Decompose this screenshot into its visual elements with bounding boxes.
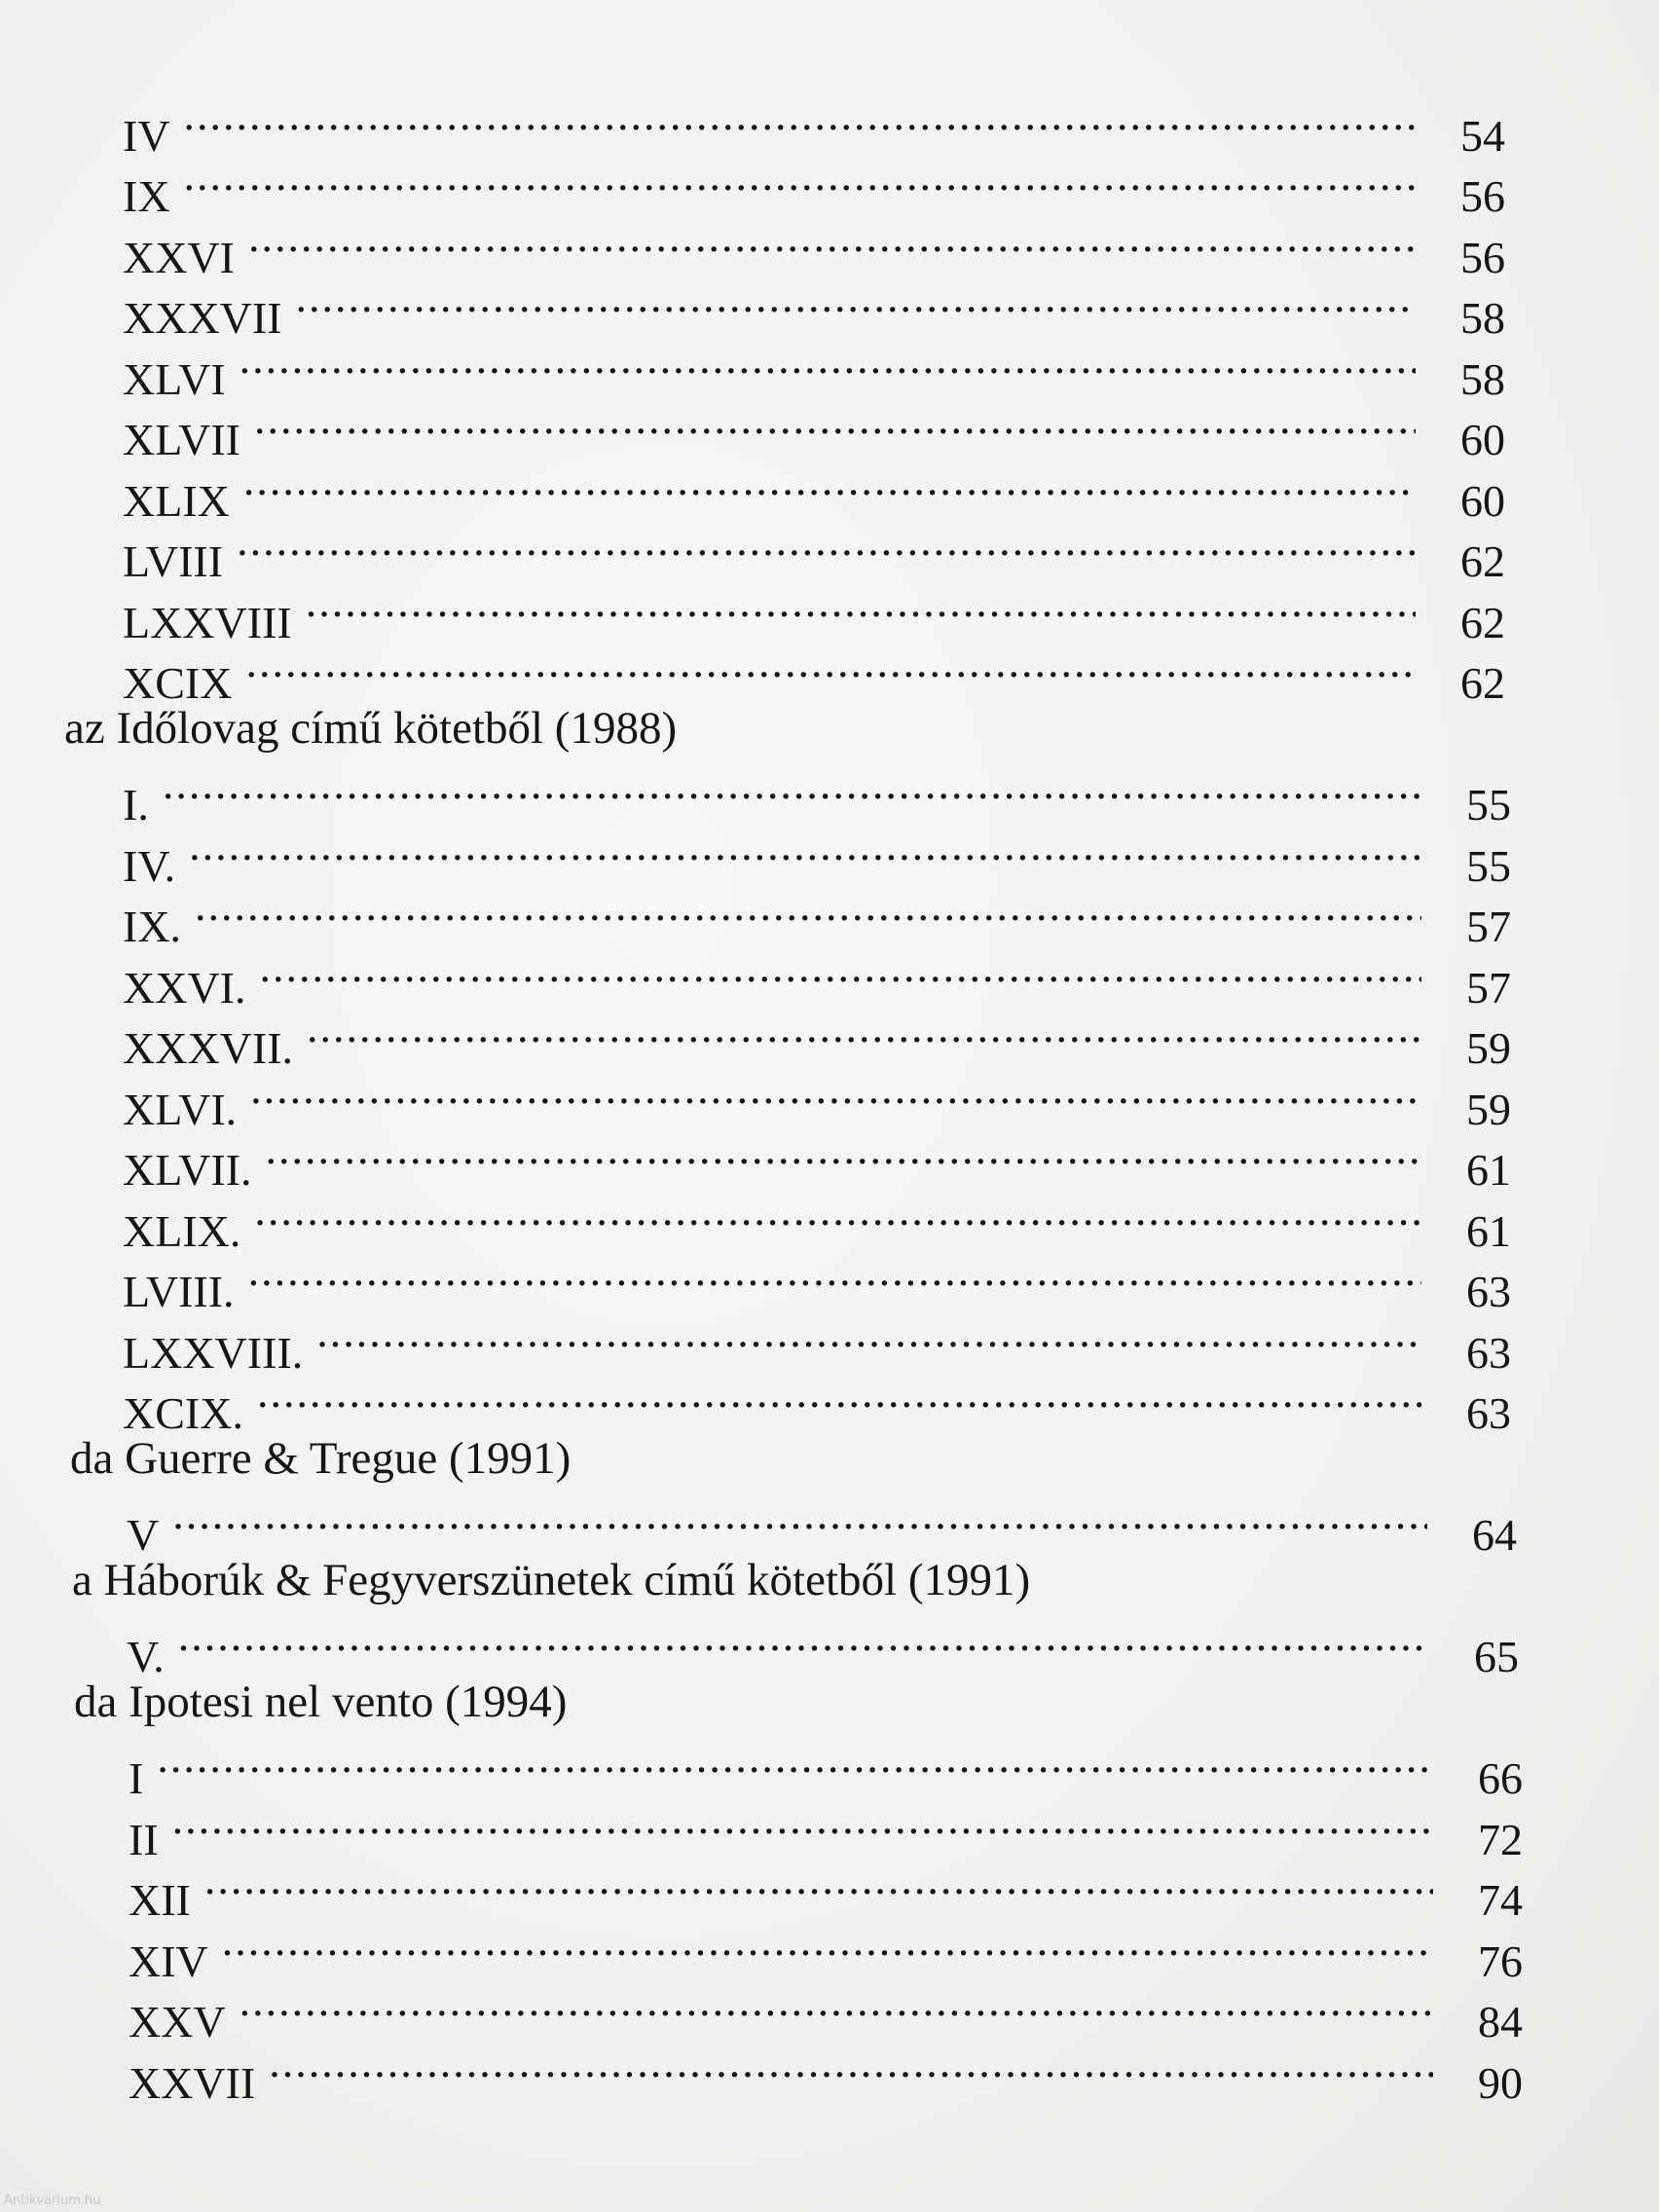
dot-leader	[265, 1124, 1421, 1186]
dot-leader	[178, 1611, 1429, 1673]
entry-page-number: 55	[1466, 840, 1511, 891]
entry-label: LVIII.	[123, 1267, 235, 1316]
entry-page-number: 90	[1478, 2057, 1523, 2108]
entry-page-number: 64	[1472, 1510, 1517, 1560]
section-heading: da Ipotesi nel vento (1994)	[74, 1677, 568, 1727]
entry-page-number: 54	[1460, 110, 1505, 161]
dot-leader	[243, 455, 1416, 516]
toc-section-4	[0, 1550, 1659, 1681]
dot-leader	[257, 1368, 1421, 1429]
entry-label: XXVI.	[123, 962, 246, 1013]
entry-page-number: 65	[1474, 1632, 1519, 1681]
toc-entry	[123, 1368, 1511, 1438]
entry-page-number: 56	[1460, 171, 1505, 221]
entry-label: V	[127, 1510, 160, 1560]
entry-label: LVIII	[123, 536, 224, 586]
toc-entry	[123, 516, 1505, 586]
section-heading: da Guerre & Tregue (1991)	[70, 1433, 571, 1484]
toc-entry	[129, 2037, 1523, 2108]
entry-page-number: 76	[1478, 1936, 1523, 1986]
entry-page-number: 63	[1466, 1327, 1511, 1378]
toc-section-5	[0, 1672, 1659, 2108]
entry-label: IX.	[123, 902, 182, 951]
toc-entry	[129, 1915, 1523, 1986]
dot-leader	[316, 1307, 1421, 1368]
dot-leader	[296, 273, 1416, 334]
toc-entry	[123, 1185, 1511, 1256]
dot-leader	[307, 1003, 1421, 1064]
dot-leader	[172, 1490, 1427, 1551]
toc-section-3	[0, 1428, 1659, 1560]
entry-page-number: 63	[1466, 1388, 1511, 1438]
entry-label: XLVII.	[123, 1145, 252, 1195]
dot-leader	[189, 820, 1421, 881]
dot-leader	[250, 1063, 1421, 1124]
entry-label: XXV	[129, 1997, 226, 2046]
toc-section-1	[0, 90, 1659, 708]
dot-leader	[254, 394, 1416, 456]
dot-leader	[222, 1915, 1433, 1976]
dot-leader	[184, 90, 1416, 151]
entry-page-number: 56	[1460, 232, 1505, 282]
section-heading: a Háborúk & Fegyverszünetek című kötetből (1991)	[72, 1555, 1031, 1605]
entry-label: IX	[123, 171, 170, 221]
toc-entry	[123, 1124, 1511, 1195]
toc-entry	[123, 1003, 1511, 1073]
entry-label: LXXVIII	[123, 597, 292, 647]
entry-page-number: 59	[1466, 1084, 1511, 1134]
toc-entry	[123, 941, 1511, 1013]
entry-page-number: 63	[1466, 1267, 1511, 1316]
entry-page-number: 62	[1460, 658, 1505, 708]
toc-entry	[123, 394, 1505, 464]
toc-section-2	[0, 698, 1659, 1438]
entry-label: XXXVII	[123, 293, 282, 343]
entry-label: XLIX	[123, 475, 230, 526]
toc-entry	[123, 333, 1505, 404]
toc-entry	[129, 1733, 1523, 1803]
toc-entry	[129, 1855, 1523, 1925]
toc-entry	[123, 1063, 1511, 1134]
toc-entry	[123, 151, 1505, 221]
entry-page-number: 74	[1478, 1875, 1523, 1925]
dot-leader	[306, 576, 1416, 638]
toc-entry	[129, 1976, 1523, 2046]
toc-entry	[123, 820, 1511, 891]
entry-page-number: 55	[1466, 780, 1511, 830]
entry-page-number: 62	[1460, 597, 1505, 647]
entry-label: I	[129, 1753, 144, 1803]
dot-leader	[204, 1855, 1433, 1916]
toc-entry	[129, 1793, 1523, 1864]
toc-entry	[123, 881, 1511, 951]
dot-leader	[157, 1733, 1433, 1794]
entry-label: XLIX.	[123, 1205, 241, 1256]
dot-leader	[195, 881, 1421, 942]
toc-entry	[127, 1611, 1519, 1681]
dot-leader	[237, 516, 1416, 577]
dot-leader	[269, 2037, 1433, 2098]
toc-entry	[123, 455, 1505, 526]
entry-label: XCIX.	[123, 1388, 243, 1438]
table-of-contents	[0, 90, 1659, 2108]
toc-entry	[123, 90, 1505, 161]
entry-label: XXVI	[123, 232, 235, 282]
entry-label: IV.	[123, 840, 176, 891]
entry-page-number: 60	[1460, 475, 1505, 526]
dot-leader	[163, 759, 1421, 821]
entry-page-number: 61	[1466, 1205, 1511, 1256]
entry-page-number: 62	[1460, 536, 1505, 586]
section-heading: az Időlovag című kötetből (1988)	[64, 703, 678, 754]
entry-label: XIV	[129, 1936, 208, 1986]
toc-entry	[127, 1490, 1517, 1560]
toc-entry	[123, 759, 1511, 830]
entry-page-number: 59	[1466, 1023, 1511, 1073]
dot-leader	[184, 151, 1416, 212]
entry-label: XLVI	[123, 353, 226, 404]
dot-leader	[240, 333, 1416, 394]
entry-page-number: 58	[1460, 353, 1505, 404]
entry-page-number: 84	[1478, 1997, 1523, 2046]
entry-label: LXXVIII.	[123, 1327, 304, 1378]
entry-label: XCIX	[123, 658, 233, 708]
entry-label: XXVII	[129, 2057, 256, 2108]
watermark-text: Antikvarium.hu	[4, 2194, 101, 2208]
dot-leader	[259, 941, 1421, 1003]
entry-label: XLVI.	[123, 1084, 238, 1134]
entry-page-number: 57	[1466, 962, 1511, 1013]
dot-leader	[254, 1185, 1421, 1246]
entry-label: XII	[129, 1875, 191, 1925]
toc-entry	[123, 273, 1505, 343]
toc-entry	[123, 1307, 1511, 1378]
toc-entry	[123, 1246, 1511, 1316]
entry-label: I.	[123, 780, 149, 830]
dot-leader	[172, 1793, 1433, 1855]
dot-leader	[240, 1976, 1433, 2038]
entry-label: IV	[123, 110, 170, 161]
dot-leader	[248, 1246, 1421, 1308]
entry-label: V.	[127, 1632, 165, 1681]
entry-page-number: 57	[1466, 902, 1511, 951]
entry-page-number: 61	[1466, 1145, 1511, 1195]
dot-leader	[245, 638, 1416, 699]
toc-entry	[123, 576, 1505, 647]
toc-entry	[123, 638, 1505, 708]
entry-label: II	[129, 1814, 159, 1864]
dot-leader	[248, 211, 1416, 273]
entry-label: XXXVII.	[123, 1023, 294, 1073]
entry-page-number: 60	[1460, 415, 1505, 464]
entry-page-number: 72	[1478, 1814, 1523, 1864]
entry-page-number: 58	[1460, 293, 1505, 343]
toc-entry	[123, 211, 1505, 282]
entry-label: XLVII	[123, 415, 240, 464]
entry-page-number: 66	[1478, 1753, 1523, 1803]
